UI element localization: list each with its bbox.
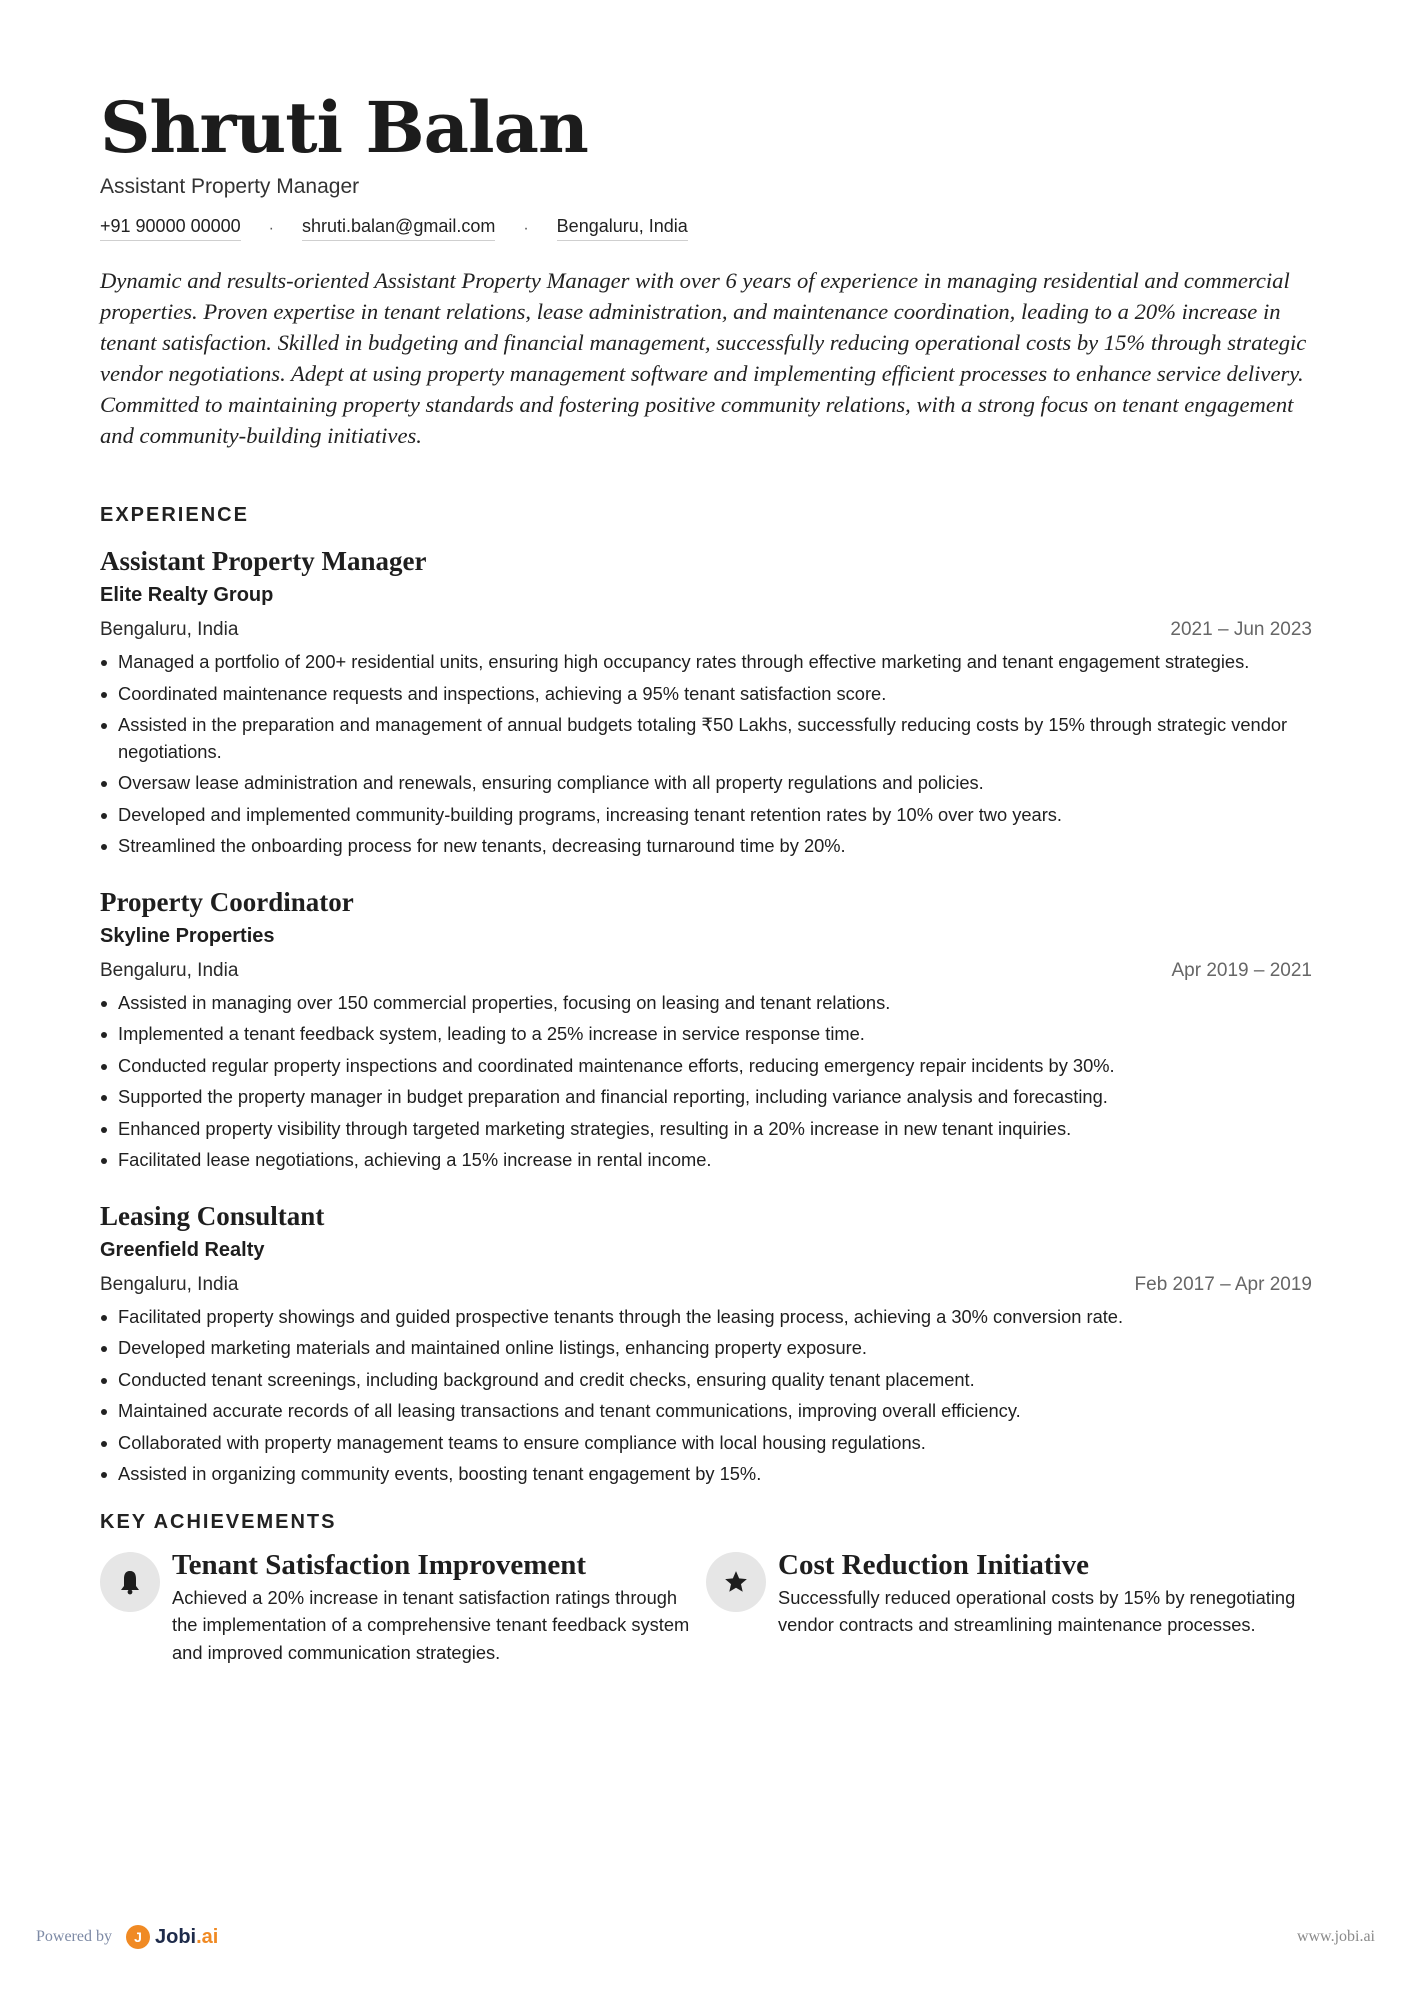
achievement-badge bbox=[100, 1552, 160, 1612]
contact-bar bbox=[100, 216, 688, 245]
job-title: Assistant Property Manager bbox=[100, 546, 427, 576]
achievements-list bbox=[100, 1548, 1312, 1667]
bullet-item: Facilitated property showings and guided prospective tenants through the leasing process, achieving a 30% conversion rate. bbox=[100, 1304, 1312, 1331]
job-entry bbox=[100, 884, 1312, 1174]
bullet-item: Developed marketing materials and maintained online listings, enhancing property exposure. bbox=[100, 1335, 1312, 1362]
job-title: Leasing Consultant bbox=[100, 1200, 325, 1231]
email-link[interactable]: shruti.balan@gmail.com bbox=[302, 216, 495, 241]
job-meta bbox=[100, 617, 1312, 643]
job-meta bbox=[100, 1272, 1312, 1298]
job-entry bbox=[100, 543, 1312, 860]
achievement-item bbox=[100, 1548, 706, 1667]
achievement-description: Successfully reduced operational costs by 15% by renegotiating vendor contracts and streamlining maintenance processes. bbox=[778, 1586, 1296, 1635]
bullet-item: Enhanced property visibility through targeted marketing strategies, resulting in a 20% increase in new tenant inquiries. bbox=[100, 1116, 1312, 1143]
job-meta bbox=[100, 958, 1312, 984]
bullet-item: Coordinated maintenance requests and inspections, achieving a 95% tenant satisfaction score. bbox=[100, 681, 1312, 708]
bullet-item: Conducted regular property inspections and coordinated maintenance efforts, reducing emergency repair incidents by 30%. bbox=[100, 1053, 1312, 1080]
jobi-logo-text bbox=[155, 1926, 218, 1949]
powered-by bbox=[36, 1925, 218, 1949]
jobi-logo-icon: J bbox=[126, 1925, 150, 1949]
job-dates: 2021 – Jun 2023 bbox=[1170, 619, 1312, 640]
job-bullets bbox=[100, 990, 1312, 1174]
job-location: Bengaluru, India bbox=[100, 619, 239, 640]
separator-dot: · bbox=[523, 219, 529, 237]
achievement-title: Cost Reduction Initiative bbox=[778, 1548, 1089, 1581]
experience-list bbox=[100, 543, 1312, 1488]
bullet-item: Maintained accurate records of all leasing transactions and tenant communications, improving overall efficiency. bbox=[100, 1398, 1312, 1425]
powered-by-label: Powered by bbox=[36, 1928, 112, 1945]
bullet-item: Managed a portfolio of 200+ residential units, ensuring high occupancy rates through effective marketing and tenant engagement strategies. bbox=[100, 649, 1312, 676]
achievement-badge bbox=[706, 1552, 766, 1612]
bullet-item: Collaborated with property management teams to ensure compliance with local housing regulations. bbox=[100, 1430, 1312, 1457]
candidate-role: Assistant Property Manager bbox=[100, 175, 360, 198]
logo-suffix: .ai bbox=[196, 1925, 219, 1948]
footer-url[interactable]: www.jobi.ai bbox=[1296, 1928, 1375, 1945]
logo-name: Jobi bbox=[154, 1925, 197, 1948]
bullet-item: Assisted in the preparation and management of annual budgets totaling ₹50 Lakhs, successfully reducing costs by 15% through strategic vendor negotiations. bbox=[100, 712, 1312, 765]
company-name: Greenfield Realty bbox=[100, 1238, 265, 1261]
job-bullets bbox=[100, 649, 1312, 860]
achievement-title: Tenant Satisfaction Improvement bbox=[172, 1548, 587, 1581]
job-dates: Feb 2017 – Apr 2019 bbox=[1134, 1273, 1312, 1295]
bullet-item: Streamlined the onboarding process for new tenants, decreasing turnaround time by 20%. bbox=[100, 833, 1312, 860]
professional-summary: Dynamic and results-oriented Assistant Property Manager with over 6 years of experience in managing residential and commercial properties. Proven expertise in tenant relations, lease administration, and maintenance coordination, leading to a 20% increase in tenant satisfaction. Skilled in budgeting and financial management, successfully reducing operational costs by 15% through strategic vendor negotiations. Adept at using property management software and implementing efficient processes to enhance service delivery. Committed to maintaining property standards and fostering positive community relations, with a strong focus on tenant engagement and community-building initiatives. bbox=[100, 268, 1307, 448]
separator-dot: · bbox=[268, 219, 274, 237]
job-entry bbox=[100, 1198, 1312, 1488]
bullet-item: Developed and implemented community-building programs, increasing tenant retention rates by 10% over two years. bbox=[100, 802, 1312, 829]
achievements-heading: KEY ACHIEVEMENTS bbox=[100, 1510, 337, 1533]
job-location: Bengaluru, India bbox=[100, 1273, 239, 1295]
company-name: Elite Realty Group bbox=[100, 584, 274, 606]
bullet-item: Oversaw lease administration and renewals, ensuring compliance with all property regulations and policies. bbox=[100, 770, 1312, 797]
achievement-item bbox=[706, 1548, 1312, 1667]
bullet-item: Assisted in managing over 150 commercial properties, focusing on leasing and tenant relations. bbox=[100, 990, 1312, 1017]
phone-link[interactable]: +91 90000 00000 bbox=[100, 216, 241, 241]
experience-heading: EXPERIENCE bbox=[100, 504, 249, 526]
bullet-item: Facilitated lease negotiations, achieving a 15% increase in rental income. bbox=[100, 1147, 1312, 1174]
job-bullets bbox=[100, 1304, 1312, 1488]
job-location: Bengaluru, India bbox=[100, 959, 239, 981]
bullet-item: Supported the property manager in budget preparation and financial reporting, including variance analysis and forecasting. bbox=[100, 1084, 1312, 1111]
company-name: Skyline Properties bbox=[100, 924, 275, 947]
bullet-item: Conducted tenant screenings, including background and credit checks, ensuring quality tenant placement. bbox=[100, 1367, 1312, 1394]
job-dates: Apr 2019 – 2021 bbox=[1171, 959, 1312, 981]
resume-page bbox=[100, 0, 1312, 1666]
location-text: Bengaluru, India bbox=[557, 216, 688, 241]
achievement-description: Achieved a 20% increase in tenant satisfaction ratings through the implementation of a comprehensive tenant feedback system and improved communication strategies. bbox=[172, 1586, 690, 1663]
bullet-item: Implemented a tenant feedback system, leading to a 25% increase in service response time. bbox=[100, 1021, 1312, 1048]
star-icon bbox=[723, 1569, 749, 1595]
job-title: Property Coordinator bbox=[100, 886, 354, 917]
bell-icon bbox=[119, 1569, 141, 1595]
jobi-logo[interactable] bbox=[126, 1925, 218, 1949]
bullet-item: Assisted in organizing community events, boosting tenant engagement by 15%. bbox=[100, 1461, 1312, 1488]
candidate-name: Shruti Balan bbox=[100, 86, 588, 169]
